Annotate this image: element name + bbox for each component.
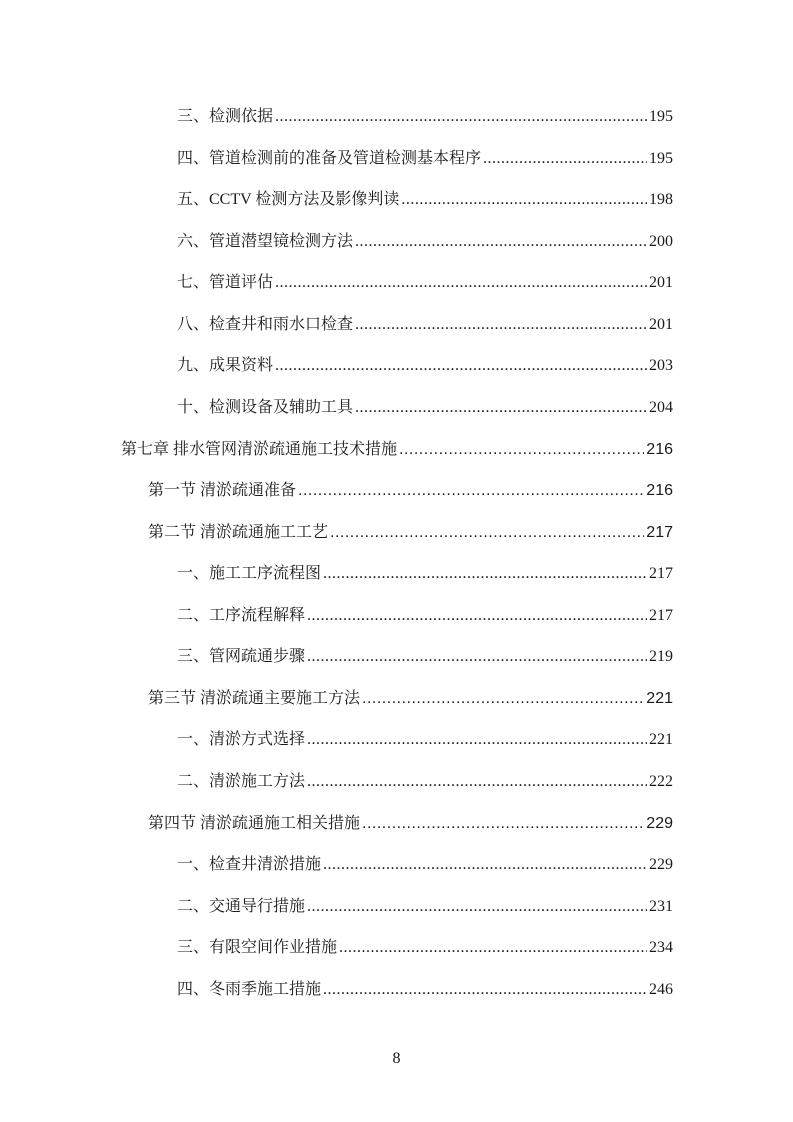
toc-entry-page: 204 (649, 398, 673, 416)
toc-entry[interactable] (0, 678, 793, 720)
toc-entry[interactable] (0, 719, 793, 761)
toc-entry-page: 221 (649, 731, 673, 749)
toc-entry[interactable] (0, 304, 793, 346)
toc-entry[interactable] (0, 844, 793, 886)
toc-entry[interactable] (0, 636, 793, 678)
dot-leader (307, 636, 647, 678)
toc-entry-title: 八、检查井和雨水口检查 (177, 315, 354, 333)
toc-entry-page: 231 (649, 897, 673, 915)
toc-entry[interactable] (0, 345, 793, 387)
toc-entry-title: 二、工序流程解释 (177, 606, 306, 624)
toc-entry[interactable] (0, 927, 793, 969)
toc-entry-page: 198 (649, 191, 673, 209)
dot-leader (275, 96, 647, 138)
toc-entry-title: 二、清淤施工方法 (177, 773, 306, 790)
toc-entry-title: 第一节 清淤疏通准备 (148, 482, 297, 500)
dot-leader (355, 221, 647, 263)
dot-leader (362, 678, 644, 720)
toc-entry-title: 第四节 清淤疏通施工相关措施 (148, 814, 361, 832)
toc-entry[interactable] (0, 429, 793, 471)
toc-entry-title: 三、检测依据 (177, 108, 274, 125)
toc-entry-title: 七、管道评估 (177, 274, 274, 292)
dot-leader (307, 886, 647, 928)
page-number: 8 (392, 1050, 401, 1067)
toc-entry-page: 216 (646, 440, 673, 458)
toc-entry[interactable] (0, 387, 793, 429)
dot-leader (298, 470, 644, 512)
toc-entry-page: 219 (649, 648, 673, 666)
toc-entry-page: 229 (649, 856, 673, 874)
toc-entry-page: 200 (649, 232, 673, 250)
dot-leader (275, 262, 647, 304)
toc-entry-page: 195 (649, 108, 673, 125)
toc-entry-title: 四、冬雨季施工措施 (177, 980, 322, 998)
dot-leader (399, 429, 644, 471)
toc-entry-title: 第七章 排水管网清淤疏通施工技术措施 (121, 440, 398, 458)
dot-leader (307, 719, 647, 761)
toc-entry-title: 三、有限空间作业措施 (177, 939, 338, 957)
dot-leader (355, 304, 647, 346)
toc-entry[interactable] (0, 803, 793, 845)
toc-entry-title: 四、管道检测前的准备及管道检测基本程序 (177, 149, 482, 167)
toc-entry-title: 一、施工工序流程图 (177, 565, 322, 583)
toc-entry-title: 一、检查井清淤措施 (177, 856, 322, 874)
dot-leader (483, 138, 647, 180)
toc-entry-title: 九、成果资料 (177, 357, 274, 375)
toc-entry-title: 十、检测设备及辅助工具 (177, 398, 354, 416)
toc-entry[interactable] (0, 512, 793, 554)
toc-entry-title: 六、管道潜望镜检测方法 (177, 232, 354, 250)
toc-entry-page: 216 (646, 482, 673, 500)
toc-entry-page: 203 (649, 357, 673, 375)
toc-entry-title: 一、清淤方式选择 (177, 731, 306, 749)
toc-entry-page: 217 (649, 565, 673, 583)
toc-entry[interactable] (0, 470, 793, 512)
toc-entry-page: 217 (646, 523, 673, 541)
toc-entry-page: 217 (649, 606, 673, 624)
toc-entry[interactable] (0, 262, 793, 304)
toc-entry-title: 二、交通导行措施 (177, 897, 306, 915)
dot-leader (307, 761, 647, 803)
dot-leader (323, 553, 647, 595)
dot-leader (323, 969, 647, 1011)
toc-entry-page: 201 (649, 274, 673, 292)
dot-leader (323, 844, 647, 886)
toc-entry[interactable] (0, 138, 793, 180)
toc-entry-title: 第二节 清淤疏通施工工艺 (148, 523, 329, 541)
toc-entry[interactable] (0, 96, 793, 138)
toc-entry-page: 246 (649, 980, 673, 998)
dot-leader (275, 345, 647, 387)
toc-entry[interactable] (0, 179, 793, 221)
toc-entry[interactable] (0, 553, 793, 595)
toc-entry-page: 195 (649, 149, 673, 167)
toc-entry-title: 五、CCTV 检测方法及影像判读 (177, 191, 400, 209)
toc-entry-page: 222 (649, 773, 673, 790)
toc-entry-page: 234 (649, 939, 673, 957)
toc-entry[interactable] (0, 221, 793, 263)
dot-leader (307, 595, 647, 637)
dot-leader (362, 803, 644, 845)
toc-entry[interactable] (0, 595, 793, 637)
dot-leader (355, 387, 647, 429)
table-of-contents (0, 96, 793, 1010)
dot-leader (339, 927, 647, 969)
toc-entry-page: 221 (646, 689, 673, 707)
toc-entry-title: 三、管网疏通步骤 (177, 648, 306, 666)
toc-entry[interactable] (0, 761, 793, 803)
dot-leader (401, 179, 647, 221)
toc-entry[interactable] (0, 886, 793, 928)
dot-leader (330, 512, 644, 554)
toc-entry-page: 201 (649, 315, 673, 333)
toc-entry[interactable] (0, 969, 793, 1011)
toc-entry-title: 第三节 清淤疏通主要施工方法 (148, 689, 361, 707)
toc-entry-page: 229 (646, 814, 673, 832)
